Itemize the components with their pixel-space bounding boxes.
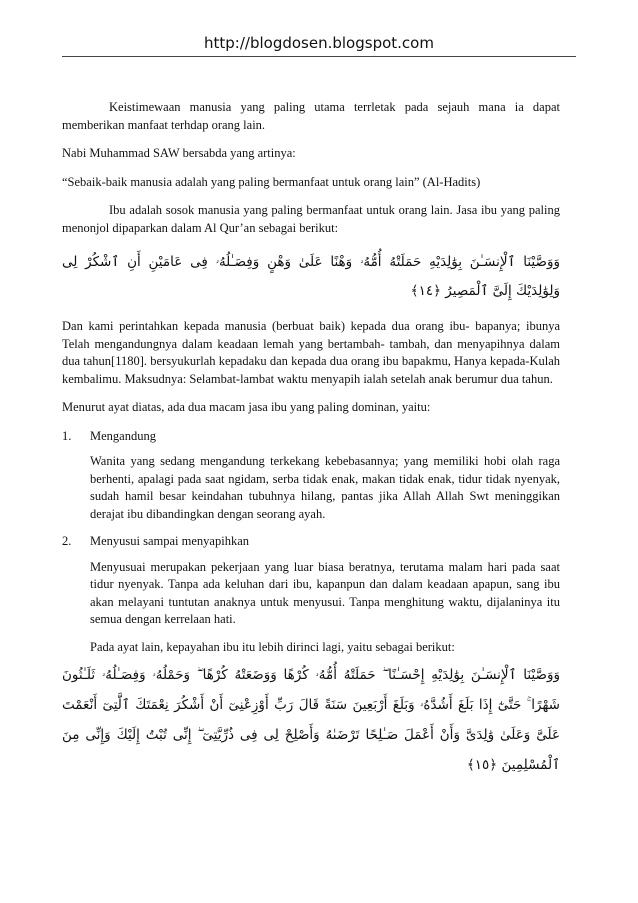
paragraph-mother: Ibu adalah sosok manusia yang paling bermanfaat untuk orang lain. Jasa ibu yang paling menonjol dipaparkan dalam Al Qur’an sebagai berikut:	[62, 203, 560, 235]
paragraph-hadith-intro: Nabi Muhammad SAW bersabda yang artinya:	[62, 146, 296, 160]
list-title: Menyusui sampai menyapihkan	[90, 534, 249, 548]
paragraph-intro: Keistimewaan manusia yang paling utama terrletak pada sejauh mana ia dapat memberikan manfaat terhdap orang lain.	[62, 100, 560, 132]
header-divider	[62, 56, 576, 57]
paragraph-hadith-quote: “Sebaik-baik manusia adalah yang paling bermanfaat untuk orang lain” (Al-Hadits)	[62, 174, 481, 189]
list-item-2-body: Menyusuai merupakan pekerjaan yang luar biasa beratnya, terutama malam hari pada saat tidur nyenyak. Tanpa ada keluhan dari ibu, kapanpun dan dalam keadaan apapun, sang ibu akan melayani tuntutan anaknya untuk menyusui. Tanpa menghitung waktu, dijalaninya itu semua dengan kerrelaan hati.	[90, 559, 560, 626]
document-body	[62, 99, 560, 780]
list-number: 2.	[62, 534, 72, 548]
list-number: 1.	[62, 428, 72, 443]
paragraph-translation: Dan kami perintahkan kepada manusia (berbuat baik) kepada dua orang ibu- bapanya; ibunya Telah mengandungnya dalam keadaan lemah yang bertambah- tambah, dan menyapihnya dalam dua tahun[1180]. bersyukurlah kepadaku dan kepada dua orang ibu bapakmu, Hanya kepada-Kulah kembalimu. Maksudnya: Selambat-lambat waktu menyapih ialah setelah anak berumur dua tahun.	[62, 319, 560, 386]
list-item-1-body: Wanita yang sedang mengandung terkekang kebebasannya; yang memiliki hobi olah raga berhenti, apalagi pada saat ngidam, serba tidak enak, makan tidak enak, tidur tidak nyenyak, sudah hamil besar keindahan tubuhnya hilang, pantas jika Allah Allah Swt meninggikan derajat ibu dibandingkan dengan seorang ayah.	[90, 454, 560, 521]
paragraph-other-verse: Pada ayat lain, kepayahan ibu itu lebih dirinci lagi, yaitu sebagai berikut:	[90, 639, 455, 654]
list-title: Mengandung	[90, 428, 156, 443]
arabic-verse-2: وَوَصَّيْنَا ٱلْإِنسَـٰنَ بِوَٰلِدَيْهِ إِحْسَـٰنًا ۖ حَمَلَتْهُ أُمُّهُۥ كُرْهًا وَوَضَعَتْهُ كُرْهًا ۖ وَحَمْلُهُۥ وَفِصَـٰلُهُۥ ثَلَـٰثُونَ شَهْرًا ۚ حَتَّىٰٓ إِذَا بَلَغَ أَشُدَّهُۥ وَبَلَغَ أَرْبَعِينَ سَنَةً قَالَ رَبِّ أَوْزِعْنِىٓ أَنْ أَشْكُرَ نِعْمَتَكَ ٱلَّتِىٓ أَنْعَمْتَ عَلَىَّ وَعَلَىٰ وَٰلِدَىَّ وَأَنْ أَعْمَلَ صَـٰلِحًا تَرْضَىٰهُ وَأَصْلِحْ لِى فِى ذُرِّيَّتِىٓ ۖ إِنِّى تُبْتُ إِلَيْكَ وَإِنِّى مِنَ ٱلْمُسْلِمِينَ ﴿١٥﴾	[62, 667, 560, 773]
list-item-1	[62, 428, 560, 446]
arabic-verse-1: وَوَصَّيْنَا ٱلْإِنسَـٰنَ بِوَٰلِدَيْهِ حَمَلَتْهُ أُمُّهُۥ وَهْنًا عَلَىٰ وَهْنٍ وَفِصَـٰلُهُۥ فِى عَامَيْنِ أَنِ ٱشْكُرْ لِى وَلِوَٰلِدَيْكَ إِلَىَّ ٱلْمَصِيرُ ﴿١٤﴾	[62, 254, 560, 299]
list-item-2	[62, 533, 560, 551]
header-url: http://blogdosen.blogspot.com	[204, 34, 434, 52]
paragraph-two-merits: Menurut ayat diatas, ada dua macam jasa ibu yang paling dominan, yaitu:	[62, 400, 431, 414]
